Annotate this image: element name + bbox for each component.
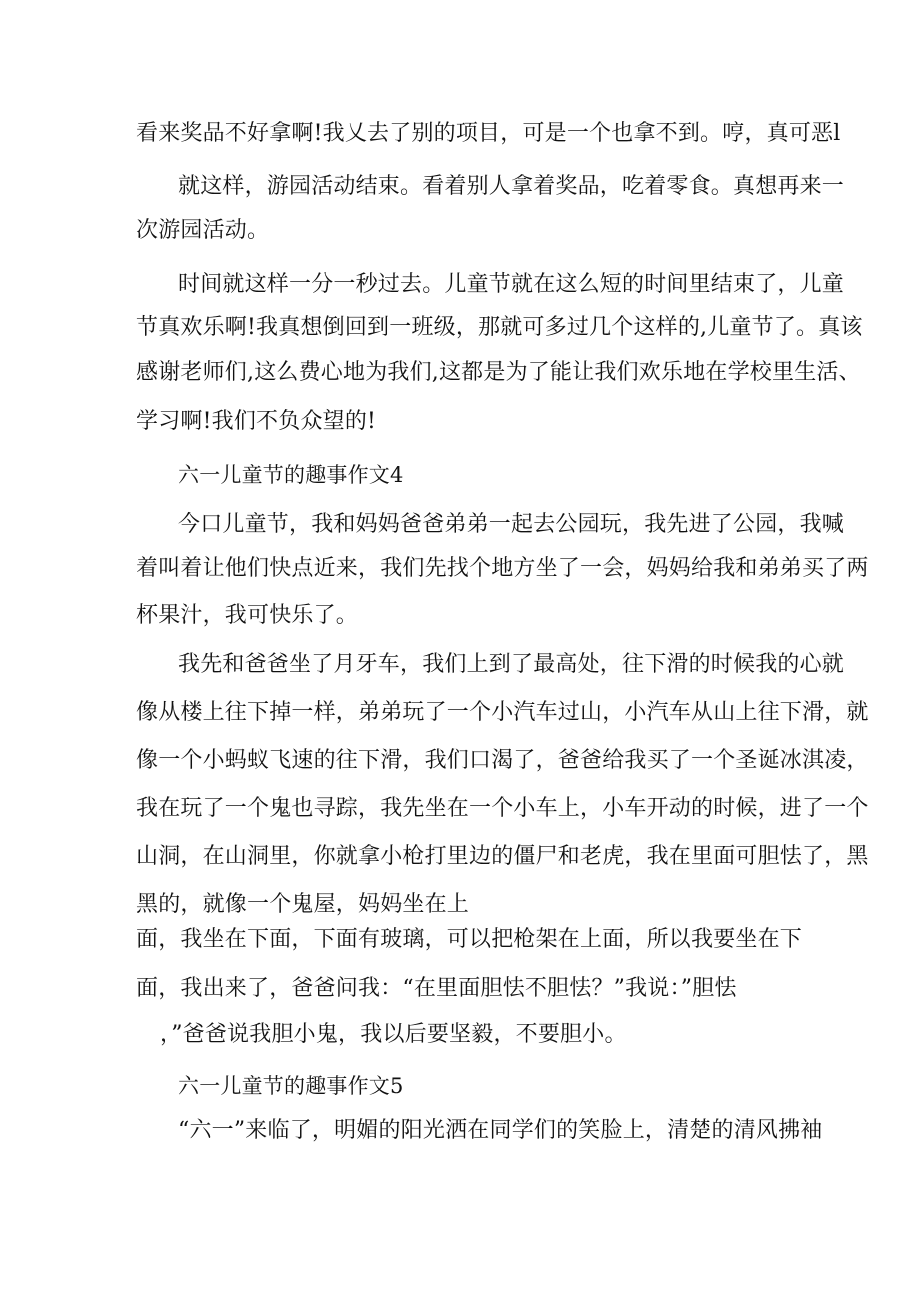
text-line: 像从楼上往下掉一样，弟弟玩了一个小汽车过山，小汽车从山上往下滑，就	[136, 700, 869, 725]
text-line: 节真欢乐啊!我真想倒回到一班级，那就可多过几个这样的,儿童节了。真该	[136, 315, 863, 340]
section-heading: 六一儿童节的趣事作文4	[178, 463, 404, 487]
text-line: 今口儿童节，我和妈妈爸爸弟弟一起去公园玩，我先进了公园，我喊	[178, 512, 845, 537]
text-line: 就这样，游园活动结束。看着别人拿着奖品，吃着零食。真想再来一	[178, 174, 845, 199]
text-line: ，”爸爸说我胆小鬼，我以后要坚毅，不要胆小。	[160, 1022, 627, 1047]
text-line: 像一个小蚂蚁飞速的往下滑，我们口渴了，爸爸给我买了一个圣诞冰淇凌，	[136, 748, 869, 773]
text-line: 面，我坐在下面，下面有玻璃，可以把枪架在上面，所以我要坐在下	[136, 927, 803, 952]
text-line: 我先和爸爸坐了月牙车，我们上到了最高处，往下滑的时候我的心就	[178, 652, 845, 677]
text-line: 次游园活动。	[136, 218, 270, 243]
section-heading: 六一儿童节的趣事作文5	[178, 1074, 404, 1098]
text-line: “六一”来临了，明媚的阳光洒在同学们的笑脸上，清楚的清风拂袖	[178, 1118, 823, 1143]
text-line: 黑的，就像一个鬼屋，妈妈坐在上	[136, 892, 470, 917]
text-line: 看来奖品不好拿啊!我乂去了别的项目，可是一个也拿不到。哼，真可恶l	[136, 121, 841, 146]
text-line: 时间就这样一分一秒过去。儿童节就在这么短的时间里结束了，儿童	[178, 272, 845, 297]
text-line: 感谢老师们,这么费心地为我们,这都是为了能让我们欢乐地在学校里生活、	[136, 360, 861, 385]
text-line: 我在玩了一个鬼也寻踪，我先坐在一个小车上，小车开动的时候，进了一个	[136, 796, 869, 821]
text-line: 山洞，在山洞里，你就拿小枪打里边的僵尸和老虎，我在里面可胆怯了，黑	[136, 844, 869, 869]
text-line: 着叫着让他们快点近来，我们先找个地方坐了一会，妈妈给我和弟弟买了两	[136, 556, 869, 581]
text-line: 杯果汁，我可快乐了。	[136, 603, 359, 628]
text-line: 学习啊!我们不负众望的!	[136, 409, 377, 434]
text-line: 面，我出来了，爸爸问我：“在里面胆怯不胆怯？”我说：”胆怯	[136, 976, 737, 1001]
